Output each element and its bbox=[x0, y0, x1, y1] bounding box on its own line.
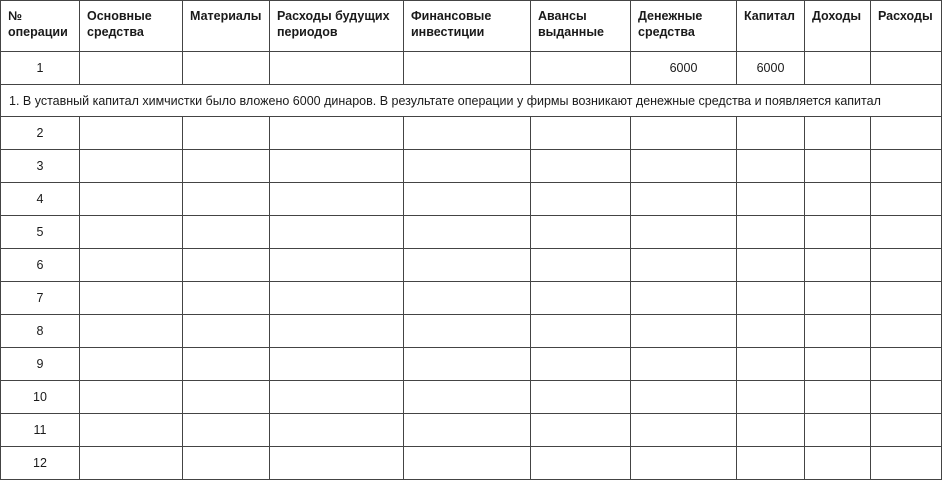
cell-cash[interactable] bbox=[631, 249, 737, 282]
header-deferred-expenses: Расходы будущих периодов bbox=[270, 1, 404, 52]
cell-expenses[interactable] bbox=[871, 117, 942, 150]
cell-materials[interactable] bbox=[183, 216, 270, 249]
cell-income[interactable] bbox=[805, 348, 871, 381]
cell-capital[interactable] bbox=[737, 117, 805, 150]
row-number: 10 bbox=[1, 381, 80, 414]
cell-deferred-expenses[interactable] bbox=[270, 249, 404, 282]
cell-deferred-expenses[interactable] bbox=[270, 183, 404, 216]
cell-deferred-expenses[interactable] bbox=[270, 216, 404, 249]
cell-materials[interactable] bbox=[183, 117, 270, 150]
table-row bbox=[1, 348, 942, 381]
cell-income[interactable] bbox=[805, 117, 871, 150]
cell-materials[interactable] bbox=[183, 348, 270, 381]
cell-cash[interactable] bbox=[631, 117, 737, 150]
cell-income[interactable] bbox=[805, 216, 871, 249]
cell-fixed-assets[interactable] bbox=[80, 447, 183, 480]
header-cash: Денежные средства bbox=[631, 1, 737, 52]
cell-income[interactable] bbox=[805, 150, 871, 183]
cell-capital[interactable] bbox=[737, 216, 805, 249]
cell-cash[interactable] bbox=[631, 216, 737, 249]
table-row bbox=[1, 414, 942, 447]
cell-expenses[interactable] bbox=[871, 381, 942, 414]
cell-advances-issued[interactable] bbox=[531, 249, 631, 282]
cell-income[interactable] bbox=[805, 183, 871, 216]
cell-cash[interactable] bbox=[631, 315, 737, 348]
row-number: 12 bbox=[1, 447, 80, 480]
cell-fixed-assets[interactable] bbox=[80, 414, 183, 447]
operation-note: 1. В уставный капитал химчистки было вложено 6000 динаров. В результате операции у фирмы возникают денежные средства и появляется капитал bbox=[1, 85, 942, 117]
cell-income[interactable] bbox=[805, 447, 871, 480]
row-number: 4 bbox=[1, 183, 80, 216]
cell-capital[interactable] bbox=[737, 381, 805, 414]
cell-financial-investments[interactable] bbox=[404, 315, 531, 348]
table-row bbox=[1, 52, 942, 85]
table-row bbox=[1, 447, 942, 480]
cell-fixed-assets[interactable] bbox=[80, 52, 183, 85]
cell-expenses[interactable] bbox=[871, 183, 942, 216]
cell-capital[interactable] bbox=[737, 315, 805, 348]
cell-income[interactable] bbox=[805, 381, 871, 414]
cell-financial-investments[interactable] bbox=[404, 183, 531, 216]
cell-expenses[interactable] bbox=[871, 216, 942, 249]
cell-materials[interactable] bbox=[183, 315, 270, 348]
row-number: 6 bbox=[1, 249, 80, 282]
cell-advances-issued[interactable] bbox=[531, 216, 631, 249]
header-operation-number: № операции bbox=[1, 1, 80, 52]
cell-cash[interactable]: 6000 bbox=[631, 52, 737, 85]
cell-deferred-expenses[interactable] bbox=[270, 315, 404, 348]
header-financial-investments: Финансовые инвестиции bbox=[404, 1, 531, 52]
cell-capital[interactable] bbox=[737, 282, 805, 315]
cell-capital[interactable] bbox=[737, 183, 805, 216]
cell-fixed-assets[interactable] bbox=[80, 249, 183, 282]
row-number: 2 bbox=[1, 117, 80, 150]
cell-financial-investments[interactable] bbox=[404, 216, 531, 249]
cell-advances-issued[interactable] bbox=[531, 183, 631, 216]
cell-capital[interactable] bbox=[737, 447, 805, 480]
cell-capital[interactable] bbox=[737, 348, 805, 381]
row-number: 5 bbox=[1, 216, 80, 249]
header-capital: Капитал bbox=[737, 1, 805, 52]
cell-expenses[interactable] bbox=[871, 150, 942, 183]
cell-cash[interactable] bbox=[631, 282, 737, 315]
table-row bbox=[1, 249, 942, 282]
cell-deferred-expenses[interactable] bbox=[270, 117, 404, 150]
header-advances-issued: Авансы выданные bbox=[531, 1, 631, 52]
cell-income[interactable] bbox=[805, 414, 871, 447]
cell-capital[interactable] bbox=[737, 414, 805, 447]
cell-advances-issued[interactable] bbox=[531, 150, 631, 183]
cell-expenses[interactable] bbox=[871, 282, 942, 315]
cell-advances-issued[interactable] bbox=[531, 381, 631, 414]
row-number: 8 bbox=[1, 315, 80, 348]
table-row bbox=[1, 150, 942, 183]
cell-fixed-assets[interactable] bbox=[80, 315, 183, 348]
cell-deferred-expenses[interactable] bbox=[270, 381, 404, 414]
row-number: 7 bbox=[1, 282, 80, 315]
cell-cash[interactable] bbox=[631, 150, 737, 183]
cell-income[interactable] bbox=[805, 282, 871, 315]
cell-materials[interactable] bbox=[183, 447, 270, 480]
cell-deferred-expenses[interactable] bbox=[270, 447, 404, 480]
row-number: 11 bbox=[1, 414, 80, 447]
cell-deferred-expenses[interactable] bbox=[270, 282, 404, 315]
cell-financial-investments[interactable] bbox=[404, 348, 531, 381]
cell-income[interactable] bbox=[805, 249, 871, 282]
row-number: 3 bbox=[1, 150, 80, 183]
cell-financial-investments[interactable] bbox=[404, 414, 531, 447]
cell-capital[interactable] bbox=[737, 150, 805, 183]
cell-financial-investments[interactable] bbox=[404, 447, 531, 480]
cell-expenses[interactable] bbox=[871, 52, 942, 85]
cell-financial-investments[interactable] bbox=[404, 117, 531, 150]
cell-cash[interactable] bbox=[631, 381, 737, 414]
cell-materials[interactable] bbox=[183, 414, 270, 447]
cell-capital[interactable]: 6000 bbox=[737, 52, 805, 85]
cell-materials[interactable] bbox=[183, 150, 270, 183]
cell-expenses[interactable] bbox=[871, 249, 942, 282]
cell-advances-issued[interactable] bbox=[531, 348, 631, 381]
cell-deferred-expenses[interactable] bbox=[270, 150, 404, 183]
cell-materials[interactable] bbox=[183, 249, 270, 282]
cell-fixed-assets[interactable] bbox=[80, 381, 183, 414]
cell-cash[interactable] bbox=[631, 414, 737, 447]
table-row bbox=[1, 216, 942, 249]
cell-cash[interactable] bbox=[631, 183, 737, 216]
cell-financial-investments[interactable] bbox=[404, 282, 531, 315]
table-row bbox=[1, 381, 942, 414]
cell-advances-issued[interactable] bbox=[531, 315, 631, 348]
table-row bbox=[1, 183, 942, 216]
cell-fixed-assets[interactable] bbox=[80, 348, 183, 381]
cell-materials[interactable] bbox=[183, 183, 270, 216]
header-income: Доходы bbox=[805, 1, 871, 52]
cell-advances-issued[interactable] bbox=[531, 414, 631, 447]
cell-advances-issued[interactable] bbox=[531, 117, 631, 150]
cell-cash[interactable] bbox=[631, 348, 737, 381]
table-row bbox=[1, 282, 942, 315]
cell-expenses[interactable] bbox=[871, 447, 942, 480]
header-fixed-assets: Основные средства bbox=[80, 1, 183, 52]
cell-fixed-assets[interactable] bbox=[80, 117, 183, 150]
cell-advances-issued[interactable] bbox=[531, 52, 631, 85]
cell-expenses[interactable] bbox=[871, 315, 942, 348]
table-row bbox=[1, 117, 942, 150]
cell-fixed-assets[interactable] bbox=[80, 183, 183, 216]
header-materials: Материалы bbox=[183, 1, 270, 52]
cell-financial-investments[interactable] bbox=[404, 150, 531, 183]
cell-financial-investments[interactable] bbox=[404, 249, 531, 282]
cell-materials[interactable] bbox=[183, 52, 270, 85]
cell-advances-issued[interactable] bbox=[531, 447, 631, 480]
cell-deferred-expenses[interactable] bbox=[270, 414, 404, 447]
row-number: 9 bbox=[1, 348, 80, 381]
cell-expenses[interactable] bbox=[871, 348, 942, 381]
cell-fixed-assets[interactable] bbox=[80, 282, 183, 315]
cell-income[interactable] bbox=[805, 315, 871, 348]
cell-financial-investments[interactable] bbox=[404, 52, 531, 85]
table-row bbox=[1, 315, 942, 348]
row-number: 1 bbox=[1, 52, 80, 85]
cell-fixed-assets[interactable] bbox=[80, 150, 183, 183]
cell-financial-investments[interactable] bbox=[404, 381, 531, 414]
cell-cash[interactable] bbox=[631, 447, 737, 480]
cell-expenses[interactable] bbox=[871, 414, 942, 447]
cell-deferred-expenses[interactable] bbox=[270, 52, 404, 85]
header-row bbox=[1, 1, 942, 52]
cell-deferred-expenses[interactable] bbox=[270, 348, 404, 381]
cell-fixed-assets[interactable] bbox=[80, 216, 183, 249]
header-expenses: Расходы bbox=[871, 1, 942, 52]
cell-income[interactable] bbox=[805, 52, 871, 85]
cell-materials[interactable] bbox=[183, 282, 270, 315]
note-row bbox=[1, 85, 942, 117]
cell-advances-issued[interactable] bbox=[531, 282, 631, 315]
cell-capital[interactable] bbox=[737, 249, 805, 282]
cell-materials[interactable] bbox=[183, 381, 270, 414]
